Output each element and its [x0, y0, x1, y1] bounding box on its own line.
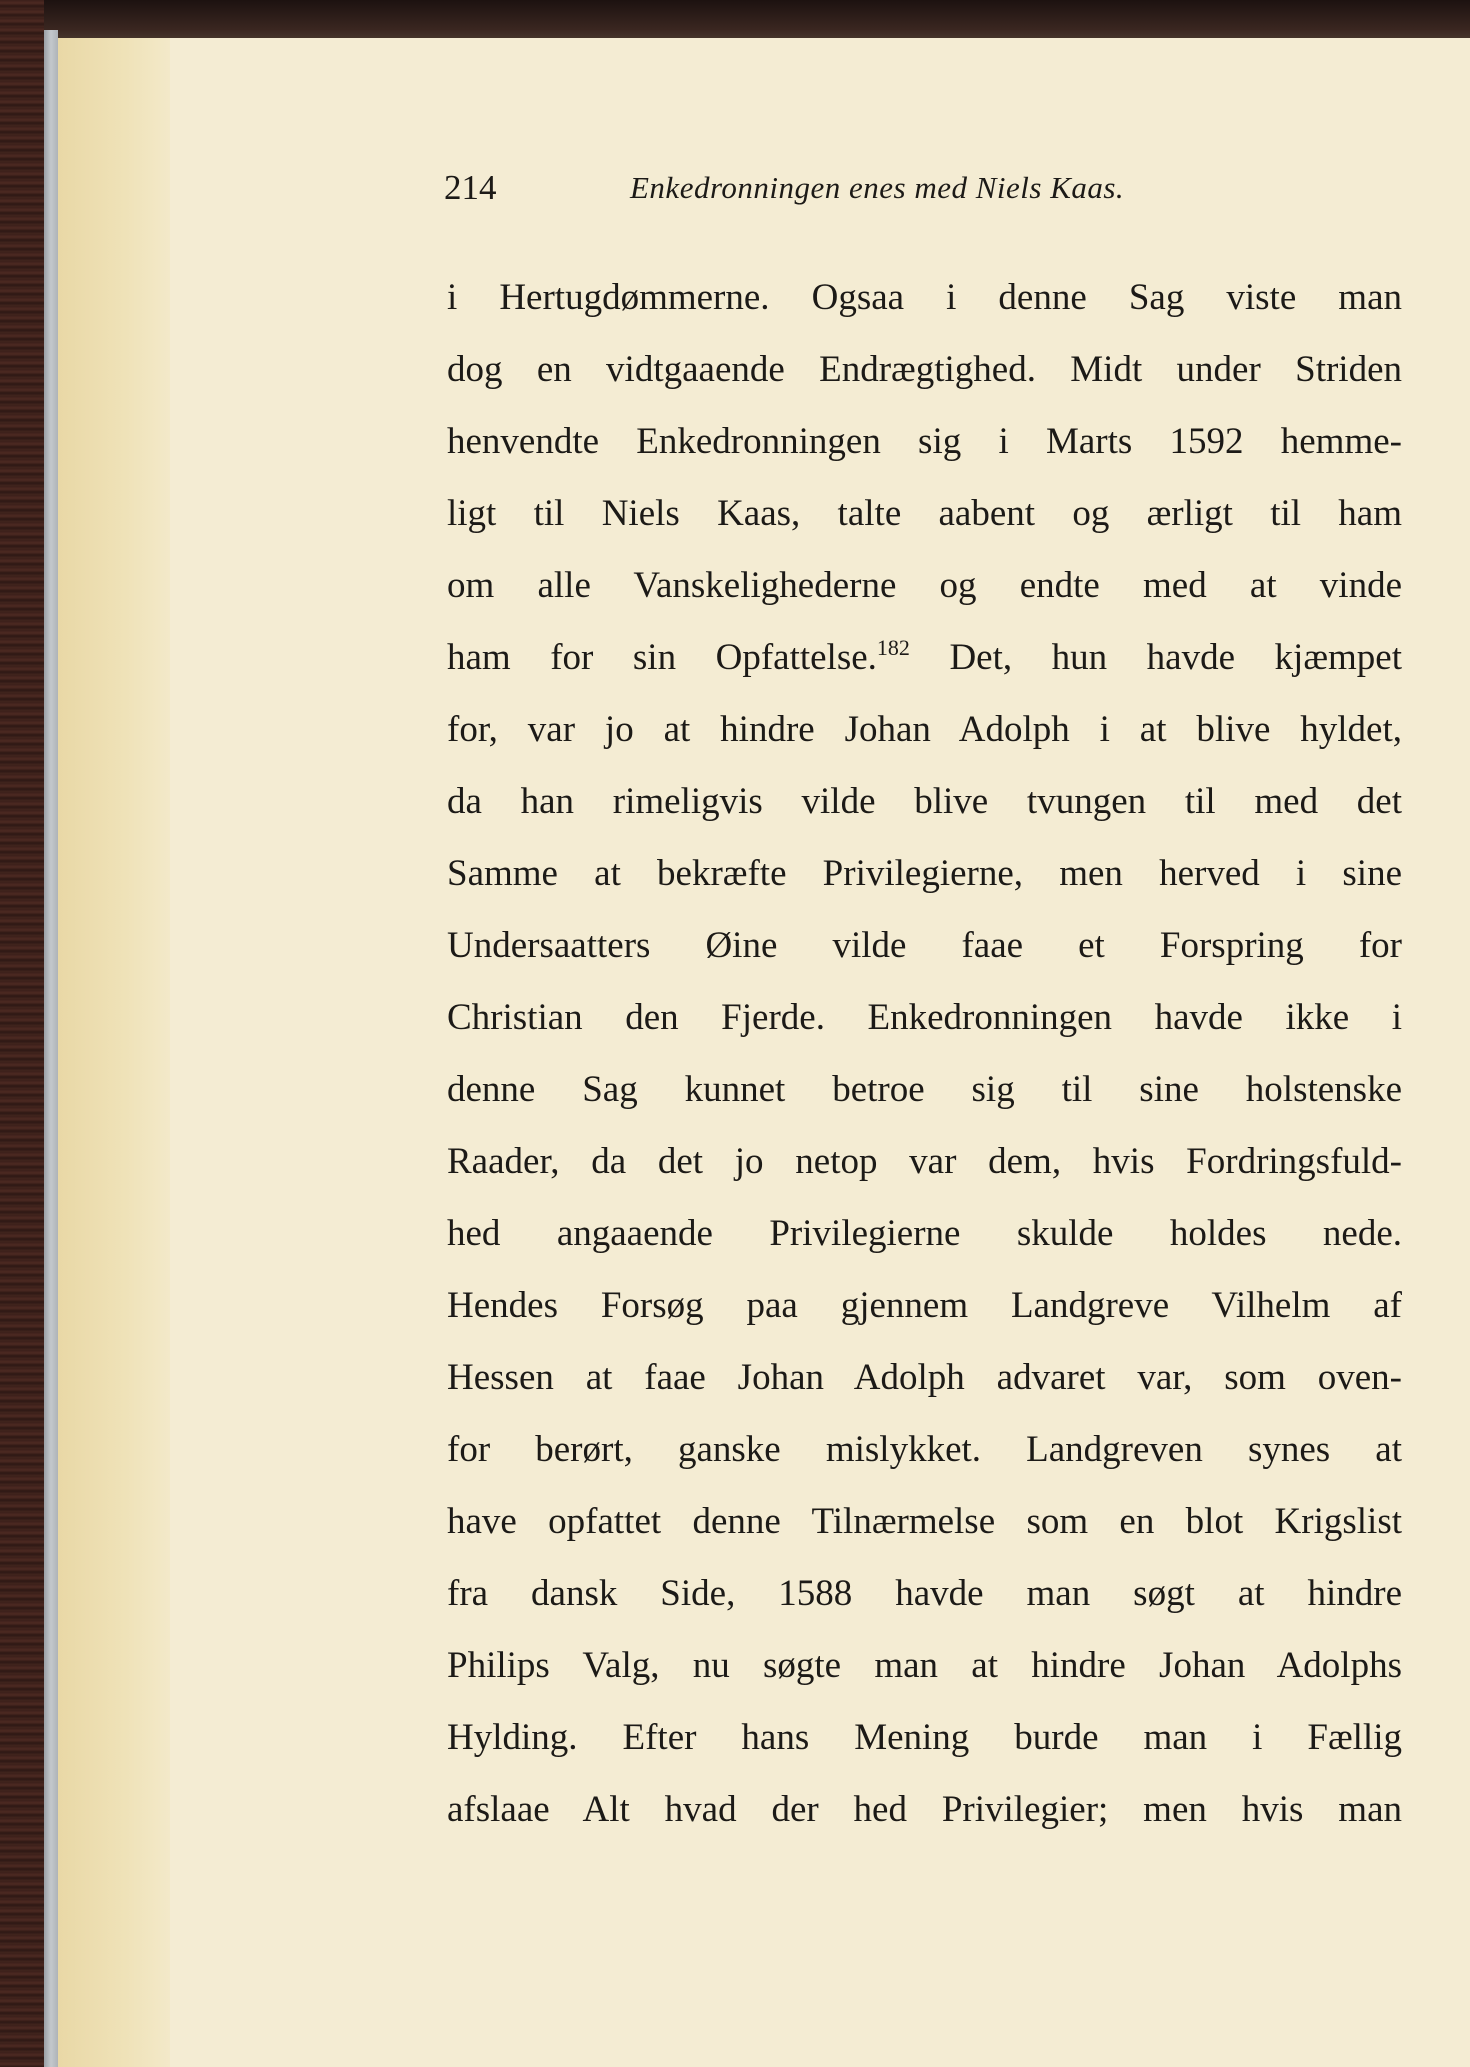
- running-title: Enkedronningen enes med Niels Kaas.: [630, 170, 1125, 205]
- text-line: Hessen at faae Johan Adolph advaret var, som oven-: [447, 1357, 1402, 1398]
- text-line: Undersaatters Øine vilde faae et Forspring for: [447, 925, 1402, 966]
- text-line: om alle Vanskelighederne og endte med at vinde: [447, 565, 1402, 606]
- page-edge: [44, 30, 58, 2067]
- text-line: Raader, da det jo netop var dem, hvis Fordringsfuld-: [447, 1141, 1402, 1182]
- text-line: have opfattet denne Tilnærmelse som en blot Krigslist: [447, 1501, 1402, 1542]
- text-line: for, var jo at hindre Johan Adolph i at blive hyldet,: [447, 709, 1402, 750]
- text-line: i Hertugdømmerne. Ogsaa i denne Sag viste man: [447, 277, 1402, 318]
- text-line: Philips Valg, nu søgte man at hindre Johan Adolphs: [447, 1645, 1402, 1686]
- footnote-reference[interactable]: 182: [876, 635, 910, 660]
- text-line: afslaae Alt hvad der hed Privilegier; men hvis man: [447, 1789, 1402, 1830]
- text-line: da han rimeligvis vilde blive tvungen til med det: [447, 781, 1402, 822]
- text-line: fra dansk Side, 1588 havde man søgt at hindre: [447, 1573, 1402, 1614]
- text-line: for berørt, ganske mislykket. Landgreven synes at: [447, 1429, 1402, 1470]
- text-line: Hylding. Efter hans Mening burde man i Fællig: [447, 1717, 1402, 1758]
- text-line: henvendte Enkedronningen sig i Marts 1592 hemme-: [447, 421, 1402, 462]
- text-line-with-footnote: [447, 622, 1402, 694]
- text-line: Hendes Forsøg paa gjennem Landgreve Vilhelm af: [447, 1285, 1402, 1326]
- text-line: ligt til Niels Kaas, talte aabent og ærligt til ham: [447, 493, 1402, 534]
- text-line: Samme at bekræfte Privilegierne, men herved i sine: [447, 853, 1402, 894]
- text-line: Christian den Fjerde. Enkedronningen havde ikke i: [447, 997, 1402, 1038]
- text-segment: Det, hun havde kjæmpet: [909, 637, 1402, 678]
- text-line: hed angaaende Privilegierne skulde holdes nede.: [447, 1213, 1402, 1254]
- page-gutter: [58, 38, 170, 2067]
- text-line: denne Sag kunnet betroe sig til sine holstenske: [447, 1069, 1402, 1110]
- page-number: 214: [444, 168, 497, 207]
- text-segment: ham for sin Opfattelse.: [447, 637, 877, 678]
- running-header: [444, 168, 1444, 218]
- text-line: dog en vidtgaaende Endrægtighed. Midt under Striden: [447, 349, 1402, 390]
- body-text: [447, 262, 1402, 1846]
- book-spine: [0, 0, 44, 2067]
- book-cover-top: [0, 0, 1470, 42]
